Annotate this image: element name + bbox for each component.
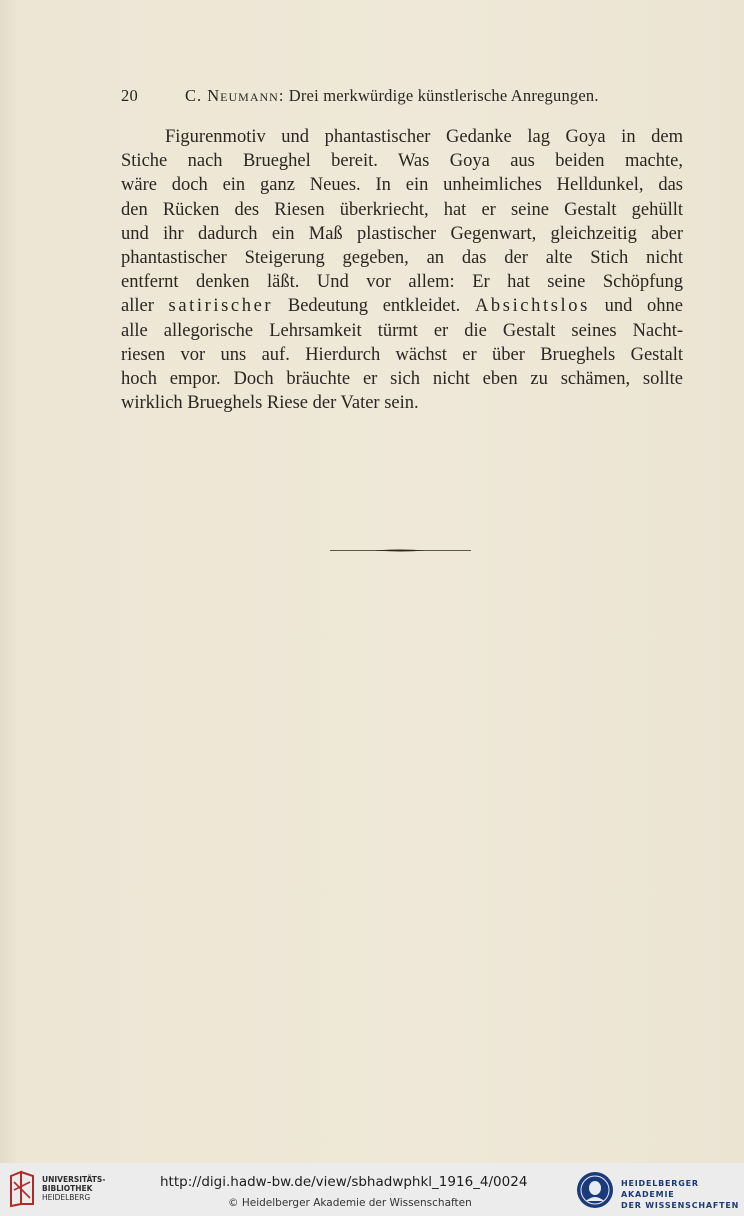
library-name-line: BIBLIOTHEK bbox=[42, 1184, 93, 1193]
emphasized-word: Absichtslos bbox=[474, 296, 590, 317]
running-head bbox=[121, 86, 631, 106]
text-line bbox=[121, 294, 683, 318]
section-end-rule bbox=[330, 549, 471, 552]
academy-name-line: DER WISSENSCHAFTEN bbox=[621, 1201, 740, 1210]
footer-bar bbox=[0, 1163, 744, 1216]
text-line: wäre doch ein ganz Neues. In ein unheimliches Helldunkel, das bbox=[121, 175, 683, 196]
text-line: alle allegorische Lehrsamkeit türmt er die Gestalt seines Nacht- bbox=[121, 320, 683, 341]
text-line: und ihr dadurch ein Maß plastischer Gegenwart, gleichzeitig aber bbox=[121, 223, 683, 244]
page-number: 20 bbox=[121, 86, 138, 105]
source-url-link[interactable]: http://digi.hadw-bw.de/view/sbhadwphkl_1916_4/0024 bbox=[160, 1174, 528, 1190]
text-line: Stiche nach Brueghel bereit. Was Goya aus beiden machte, bbox=[121, 151, 683, 172]
text-line: hoch empor. Doch bräuchte er sich nicht eben zu schämen, sollte bbox=[121, 368, 683, 389]
library-name bbox=[42, 1175, 105, 1202]
academy-name-line: HEIDELBERGER AKADEMIE bbox=[621, 1179, 699, 1199]
library-city: HEIDELBERG bbox=[42, 1193, 91, 1202]
library-name-line: UNIVERSITÄTS- bbox=[42, 1175, 106, 1184]
text-line: entfernt denken läßt. Und vor allem: Er hat seine Schöpfung bbox=[121, 272, 683, 293]
copyright-notice: © Heidelberger Akademie der Wissenschaften bbox=[228, 1197, 472, 1209]
text-fragment: aller bbox=[121, 296, 169, 317]
academy-name bbox=[621, 1178, 744, 1211]
running-head-title: Drei merkwürdige künstlerische Anregungen. bbox=[288, 86, 599, 105]
running-head-author: C. Neumann: bbox=[185, 86, 285, 105]
text-line: den Rücken des Riesen überkriecht, hat er seine Gestalt gehüllt bbox=[121, 199, 683, 220]
library-logo-icon bbox=[8, 1170, 38, 1208]
text-fragment: Bedeutung entkleidet. bbox=[273, 296, 475, 317]
academy-seal-icon bbox=[576, 1171, 614, 1209]
text-line: wirklich Brueghels Riese der Vater sein. bbox=[121, 393, 419, 414]
text-fragment: und ohne bbox=[589, 296, 683, 317]
body-paragraph bbox=[121, 125, 683, 415]
text-line: riesen vor uns auf. Hierdurch wächst er über Brueghels Gestalt bbox=[121, 344, 683, 365]
text-line: Figurenmotiv und phantastischer Gedanke lag Goya in dem bbox=[165, 127, 683, 147]
emphasized-word: satirischer bbox=[168, 296, 274, 317]
text-line: phantastischer Steigerung gegeben, an das der alte Stich nicht bbox=[121, 247, 683, 268]
